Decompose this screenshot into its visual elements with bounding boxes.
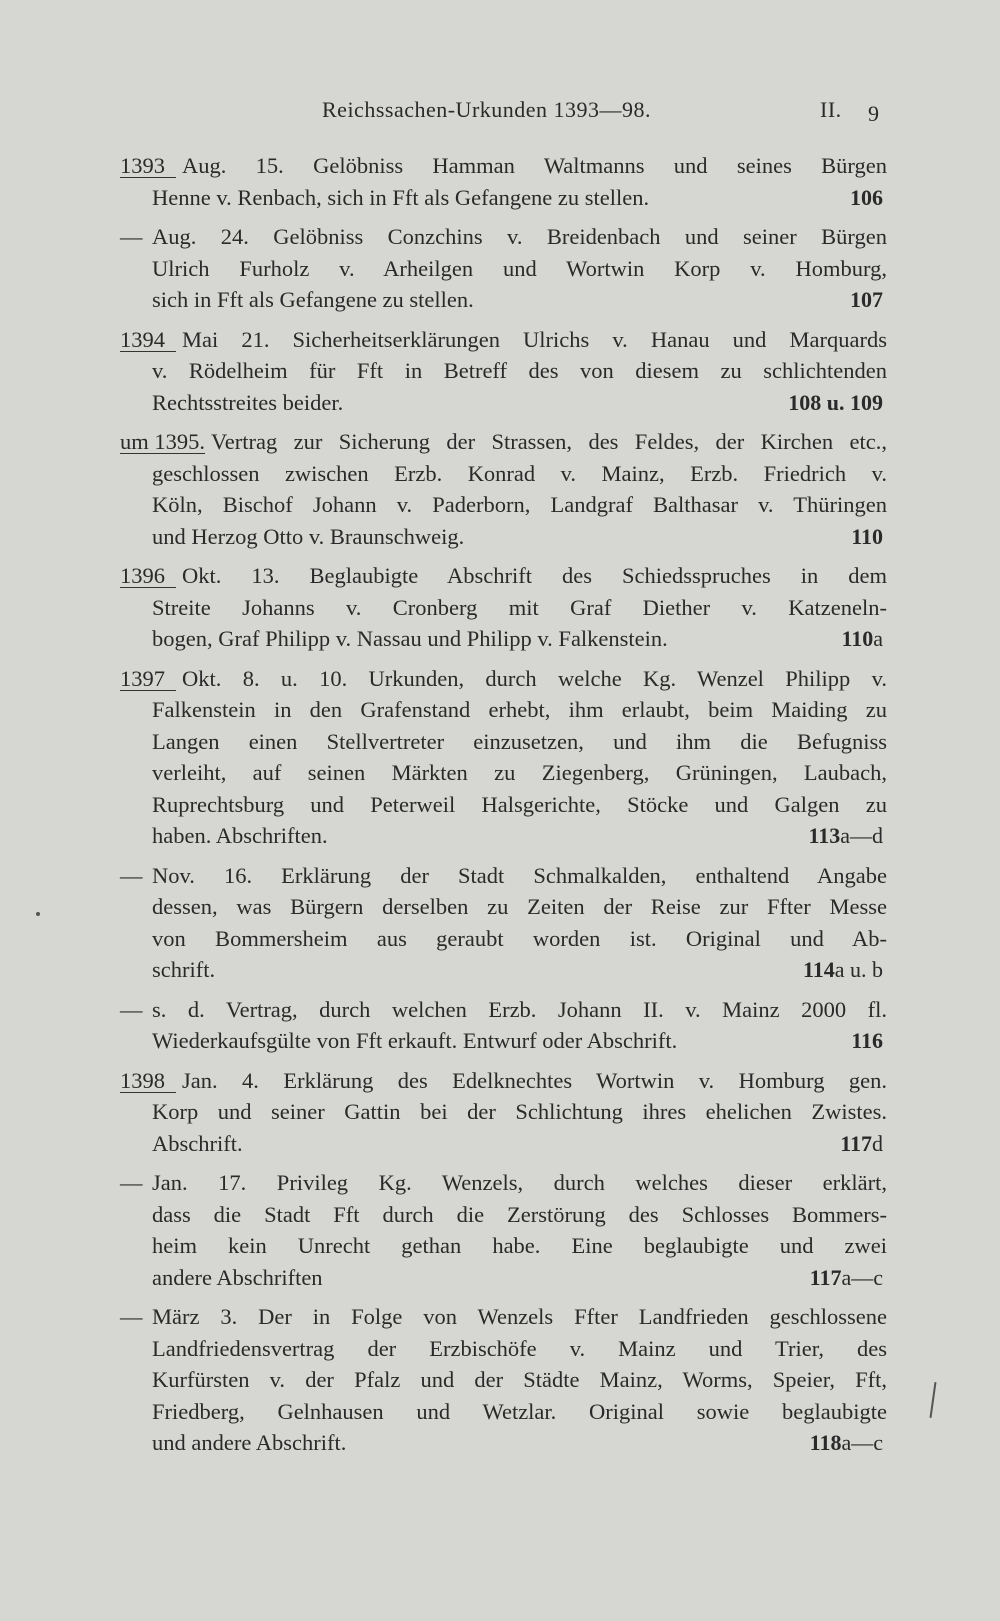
entry-line — [0, 1096, 887, 1128]
document-number — [808, 820, 883, 852]
entry-first-line — [0, 426, 887, 458]
document-number — [810, 1427, 883, 1459]
document-number-suffix: a — [873, 626, 883, 651]
catalog-entry — [0, 1065, 1000, 1160]
entry-first-line — [0, 560, 887, 592]
page-header — [0, 97, 1000, 127]
entry-line — [0, 253, 887, 285]
entry-text: Langen einen Stellvertreter einzusetzen, und ihm die Befugniss — [152, 728, 887, 754]
entry-line — [0, 757, 887, 789]
entry-line — [0, 1199, 887, 1231]
page-number: 9 — [868, 101, 880, 126]
document-number-main: 116 — [851, 1028, 883, 1053]
entry-text: Friedberg, Gelnhausen und Wetzlar. Original sowie beglaubigte — [152, 1398, 887, 1424]
entry-first-line — [0, 150, 887, 182]
entry-text: schrift. — [152, 957, 216, 982]
ditto-dash: — — [120, 1304, 143, 1329]
catalog-entry — [0, 1301, 1000, 1459]
entry-line — [0, 489, 887, 521]
entry-first-line — [0, 1301, 887, 1333]
document-number — [841, 623, 883, 655]
document-number-main: 114 — [802, 957, 835, 982]
entry-line — [0, 284, 1000, 316]
entry-line — [0, 521, 1000, 553]
entry-text: Landfriedensvertrag der Erzbischöfe v. Mainz und Trier, des — [152, 1335, 887, 1361]
catalog-entry — [0, 426, 1000, 552]
entry-text: Mai 21. Sicherheitserklärungen Ulrichs v. Hanau und Marquards — [182, 326, 887, 352]
document-number-suffix: d — [872, 1130, 883, 1156]
entry-text: Jan. 4. Erklärung des Edelknechtes Wortwin v. Homburg gen. — [182, 1067, 887, 1093]
entry-line — [0, 954, 1000, 986]
catalog-entry — [0, 860, 1000, 986]
entry-year: 1393 — [120, 155, 176, 178]
entry-text: bogen, Graf Philipp v. Nassau und Philipp v. Falkenstein. — [152, 626, 668, 651]
catalog-entry — [0, 560, 1000, 655]
entry-first-line — [0, 1167, 887, 1199]
document-number-main: 106 — [850, 184, 883, 210]
entry-text: Okt. 8. u. 10. Urkunden, durch welche Kg. Wenzel Philipp v. — [182, 665, 887, 691]
entry-first-line — [0, 324, 887, 356]
entry-line — [0, 355, 887, 387]
document-number — [810, 1262, 883, 1294]
entry-text: v. Rödelheim für Fft in Betreff des von diesem zu schlichtenden — [152, 358, 887, 383]
entry-text: Korp und seiner Gattin bei der Schlichtung ihres ehelichen Zwistes. — [152, 1099, 887, 1124]
document-number-main: 117 — [840, 1130, 872, 1156]
entry-first-line — [0, 860, 887, 892]
catalog-entry — [0, 663, 1000, 852]
entry-text: und Herzog Otto v. Braunschweig. — [152, 523, 465, 549]
entry-line — [0, 1262, 1000, 1294]
ditto-dash: — — [120, 224, 143, 249]
entry-text: Streite Johanns v. Cronberg mit Graf Diether v. Katzeneln- — [152, 594, 887, 620]
entry-first-line — [0, 994, 887, 1026]
entry-line — [0, 623, 1000, 655]
document-number-main: 118 — [809, 1430, 842, 1455]
entry-text: und andere Abschrift. — [152, 1430, 347, 1455]
entry-text: andere Abschriften — [152, 1264, 323, 1290]
entry-line — [0, 182, 1000, 214]
entry-year: 1394 — [120, 329, 176, 352]
catalog-entry — [0, 324, 1000, 419]
running-title: Reichssachen-Urkunden 1393—98. — [322, 97, 652, 122]
entry-text: Aug. 15. Gelöbniss Hamman Waltmanns und seines Bürgen — [182, 153, 887, 178]
entry-text: Vertrag zur Sicherung der Strassen, des Feldes, der Kirchen etc., — [211, 429, 887, 454]
entry-line — [0, 592, 887, 624]
entry-line — [0, 820, 1000, 852]
document-number — [803, 954, 883, 986]
document-number — [851, 521, 883, 553]
entry-text: Rechtsstreites beider. — [152, 389, 344, 415]
document-number-main: 108 u. 109 — [788, 389, 883, 415]
entry-line — [0, 891, 887, 923]
entry-line — [0, 387, 1000, 419]
document-number-main: 110 — [841, 626, 874, 651]
catalog-entry — [0, 1167, 1000, 1293]
entry-line — [0, 1333, 887, 1365]
entry-first-line — [0, 663, 887, 695]
entry-text: Abschrift. — [152, 1130, 243, 1156]
ditto-dash: — — [120, 862, 143, 888]
entry-text: Köln, Bischof Johann v. Paderborn, Landgraf Balthasar v. Thüringen — [152, 492, 887, 517]
entry-line — [0, 923, 887, 955]
entry-text: von Bommersheim aus geraubt worden ist. Original und Ab- — [152, 925, 887, 951]
entry-text: Ulrich Furholz v. Arheilgen und Wortwin Korp v. Homburg, — [152, 255, 887, 281]
entry-text: haben. Abschriften. — [152, 823, 328, 848]
entry-text: heim kein Unrecht gethan habe. Eine beglaubigte und zwei — [152, 1233, 887, 1258]
document-number — [840, 1128, 883, 1160]
ditto-dash: — — [120, 996, 143, 1022]
catalog-entry — [0, 221, 1000, 316]
catalog-entry — [0, 994, 1000, 1057]
document-number-main: 110 — [851, 523, 883, 549]
ditto-dash: — — [120, 1170, 143, 1195]
entry-line — [0, 1025, 1000, 1057]
document-number — [851, 1025, 883, 1057]
entry-line — [0, 1364, 887, 1396]
entry-text: verleiht, auf seinen Märkten zu Ziegenberg, Grüningen, Laubach, — [152, 760, 887, 785]
document-number — [788, 387, 883, 419]
entry-year: 1396 — [120, 565, 176, 588]
entry-line — [0, 726, 887, 758]
entry-line — [0, 1128, 1000, 1160]
entry-text: Aug. 24. Gelöbniss Conzchins v. Breidenbach und seiner Bürgen — [152, 224, 887, 249]
document-number-main: 113 — [808, 823, 841, 848]
entry-text: sich in Fft als Gefangene zu stellen. — [152, 287, 474, 312]
entry-line — [0, 1396, 887, 1428]
entry-year: um 1395. — [120, 429, 206, 454]
entry-text: Falkenstein in den Grafenstand erhebt, ihm erlaubt, beim Maiding zu — [152, 697, 887, 722]
entry-line — [0, 694, 887, 726]
entry-year: 1397 — [120, 668, 176, 691]
section-number: II. — [820, 97, 842, 122]
catalog-entry — [0, 150, 1000, 213]
entry-text: Wiederkaufsgülte von Fft erkauft. Entwurf oder Abschrift. — [152, 1028, 678, 1053]
document-number — [850, 182, 883, 214]
entry-line — [0, 458, 887, 490]
entry-line — [0, 1427, 1000, 1459]
entry-text: Jan. 17. Privileg Kg. Wenzels, durch welches dieser erklärt, — [152, 1170, 887, 1195]
entry-text: März 3. Der in Folge von Wenzels Ffter Landfrieden geschlossene — [152, 1304, 887, 1329]
entry-line — [0, 1230, 887, 1262]
paper-speck — [36, 912, 40, 916]
entry-text: Okt. 13. Beglaubigte Abschrift des Schiedsspruches in dem — [182, 563, 887, 588]
entry-text: dessen, was Bürgern derselben zu Zeiten der Reise zur Ffter Messe — [152, 894, 887, 919]
entry-text: geschlossen zwischen Erzb. Konrad v. Mainz, Erzb. Friedrich v. — [152, 460, 887, 486]
entry-text: Nov. 16. Erklärung der Stadt Schmalkalden, enthaltend Angabe — [152, 862, 887, 888]
document-number-main: 107 — [850, 287, 883, 312]
document-number-main: 117 — [809, 1264, 842, 1290]
document-number — [850, 284, 883, 316]
document-number-suffix: a u. b — [834, 957, 883, 982]
document-number-suffix: a—d — [840, 823, 883, 848]
entry-first-line — [0, 1065, 887, 1097]
entry-line — [0, 789, 887, 821]
entry-text: Ruprechtsburg und Peterweil Halsgerichte, Stöcke und Galgen zu — [152, 791, 887, 817]
entry-year: 1398 — [120, 1070, 176, 1093]
document-number-suffix: a—c — [841, 1430, 883, 1455]
entry-text: s. d. Vertrag, durch welchen Erzb. Johann II. v. Mainz 2000 fl. — [152, 996, 887, 1022]
entry-first-line — [0, 221, 887, 253]
entry-text: Kurfürsten v. der Pfalz und der Städte Mainz, Worms, Speier, Fft, — [152, 1367, 887, 1392]
entry-text: dass die Stadt Fft durch die Zerstörung des Schlosses Bommers- — [152, 1201, 887, 1227]
entry-text: Henne v. Renbach, sich in Fft als Gefangene zu stellen. — [152, 184, 650, 210]
document-number-suffix: a—c — [841, 1264, 883, 1290]
entry-list — [0, 150, 1000, 1467]
